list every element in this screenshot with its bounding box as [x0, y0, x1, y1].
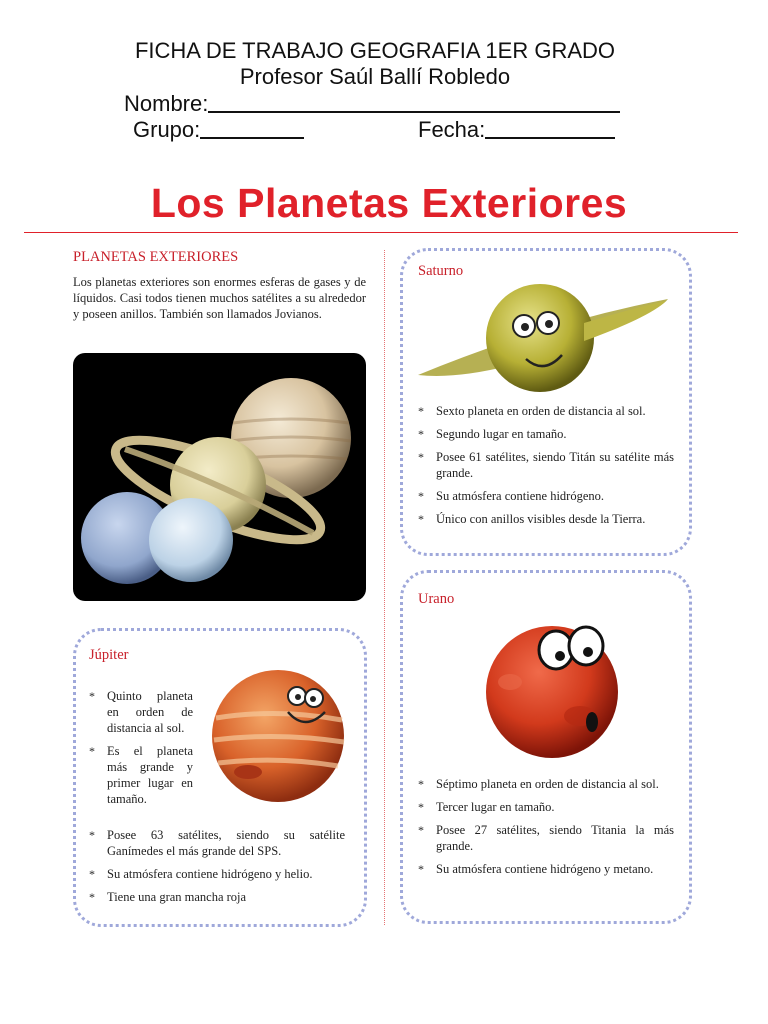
uranus-facts-list [418, 776, 674, 884]
jupiter-facts-list-upper [89, 688, 193, 814]
page-title: Los Planetas Exteriores [150, 180, 628, 226]
intro-text: Los planetas exteriores son enormes esferas de gases y de líquidos. Casi todos tienen muchos satélites a su alrededor y poseen anillos. También son llamados Jovianos. [73, 275, 366, 321]
list-item: * Séptimo planeta en orden de distancia al sol. [418, 776, 674, 792]
date-blank[interactable] [485, 117, 615, 139]
list-item: * Es el planeta más grande y primer lugar en tamaño. [89, 743, 193, 807]
intro-heading: PLANETAS EXTERIORES [73, 249, 239, 265]
list-item: * Su atmósfera contiene hidrógeno y metano. [418, 861, 674, 877]
name-label: Nombre: [124, 91, 209, 116]
title-divider [24, 232, 738, 233]
uranus-heading: Urano [418, 591, 455, 607]
jupiter-cartoon-image [208, 668, 354, 809]
saturn-facts-list [418, 403, 674, 534]
date-label: Fecha: [418, 117, 486, 142]
list-item: * Tiene una gran mancha roja [89, 889, 345, 905]
jupiter-facts-list-lower [89, 827, 345, 912]
group-field[interactable] [133, 117, 304, 143]
list-item: * Tercer lugar en tamaño. [418, 799, 674, 815]
list-item: * Único con anillos visibles desde la Tierra. [418, 511, 674, 527]
saturn-cartoon-image [414, 283, 672, 402]
saturn-heading: Saturno [418, 263, 464, 279]
uranus-cartoon-image [480, 620, 626, 765]
outer-planets-image [73, 353, 366, 601]
list-item: * Su atmósfera contiene hidrógeno. [418, 488, 674, 504]
list-item: * Sexto planeta en orden de distancia al sol. [418, 403, 674, 419]
list-item: * Posee 61 satélites, siendo Titán su satélite más grande. [418, 449, 674, 481]
jupiter-heading: Júpiter [89, 647, 129, 663]
worksheet-title: FICHA DE TRABAJO GEOGRAFIA 1ER GRADO [134, 38, 616, 63]
list-item: * Quinto planeta en orden de distancia al sol. [89, 688, 193, 736]
name-blank[interactable] [208, 91, 620, 113]
group-blank[interactable] [200, 117, 304, 139]
list-item: * Posee 27 satélites, siendo Titania la más grande. [418, 822, 674, 854]
list-item: * Su atmósfera contiene hidrógeno y helio. [89, 866, 345, 882]
teacher-name: Profesor Saúl Ballí Robledo [239, 64, 511, 89]
group-label: Grupo: [133, 117, 201, 142]
list-item: * Segundo lugar en tamaño. [418, 426, 674, 442]
name-field[interactable] [124, 91, 620, 117]
date-field[interactable] [418, 117, 615, 143]
column-divider [384, 250, 385, 925]
list-item: * Posee 63 satélites, siendo su satélite Ganímedes el más grande del SPS. [89, 827, 345, 859]
